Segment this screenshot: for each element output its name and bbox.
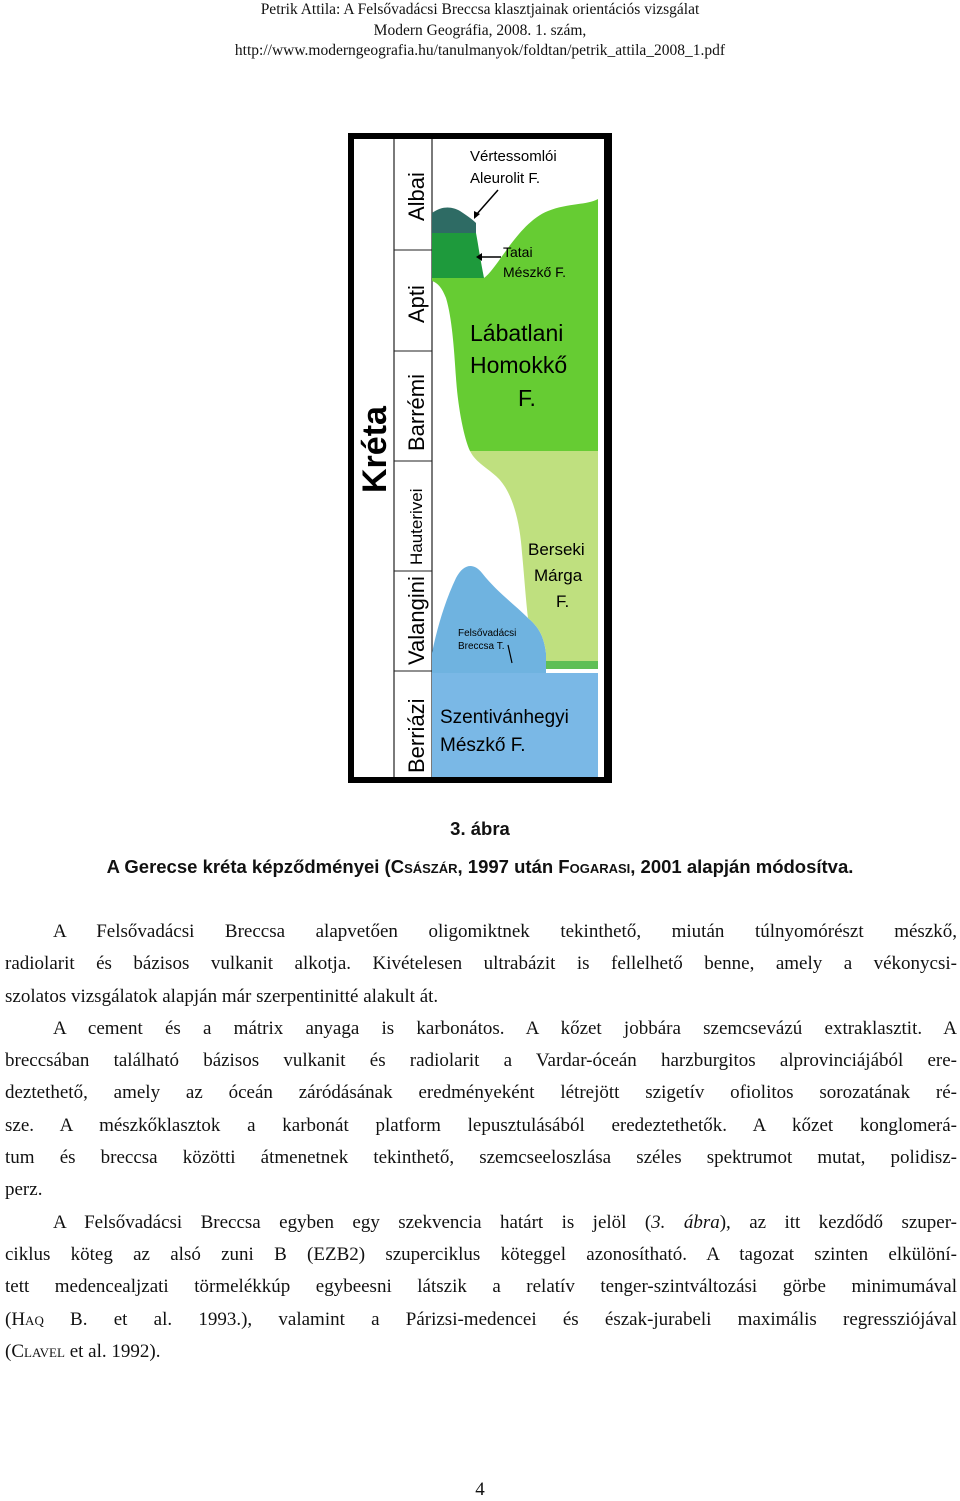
stage-label-barremi: Barrémi	[404, 373, 429, 451]
label-tatai-2: Mészkő F.	[503, 264, 567, 280]
p3-line-5-c: et al. 1992).	[64, 1340, 161, 1362]
p3-line-1	[5, 1207, 957, 1239]
label-tatai-1: Tatai	[503, 244, 533, 260]
p3-author-clavel: Clavel	[11, 1340, 65, 1362]
header-line-2: Modern Geográfia, 2008. 1. szám,	[373, 21, 587, 39]
caption-part-b: , 1997 után	[457, 856, 559, 877]
p2-line-3: deztethető, amely az óceán záródásának eredményeként létrejött szigetív ofiolitos sorozatának ré-	[5, 1082, 957, 1104]
page-header	[0, 0, 960, 62]
caption-author-1: Császár	[390, 856, 458, 877]
label-berseki-1: Berseki	[528, 540, 585, 559]
stage-label-apti: Apti	[404, 285, 429, 323]
label-vertessomloi-1: Vértessomlói	[470, 148, 557, 165]
p2-line-1: A cement és a mátrix anyaga is karbonátos. A kőzet jobbára szemcsevázú extraklasztit. A	[53, 1017, 957, 1039]
p3-line-4-c: B. et al. 1993.), valamint a Párizsi-medencei és észak-jurabeli maximális regressziójával	[43, 1308, 957, 1330]
label-vertessomloi-2: Aleurolit F.	[470, 170, 541, 187]
stage-label-hauterivei: Hauterivei	[407, 488, 426, 565]
p1-line-1: A Felsővadácsi Breccsa alapvetően oligomiktnek tekinthető, miután túlnyomórészt mészkő,	[53, 921, 957, 942]
label-szentivanhegyi-2: Mészkő F.	[440, 735, 526, 756]
paragraph-3	[5, 1207, 957, 1368]
caption-part-c: , 2001 alapján módosítva.	[630, 856, 854, 877]
paragraph-2	[5, 1013, 957, 1207]
label-berseki-3: F.	[556, 592, 570, 611]
body-text	[5, 916, 957, 1368]
label-felsovadacsi-2: Breccsa T.	[458, 641, 505, 652]
p3-line-1-a: A Felsővadácsi Breccsa egyben egy szekvencia határt is jelöl (	[53, 1211, 652, 1233]
p3-line-1-c: ), az itt kezdődő szuper-	[719, 1211, 957, 1233]
header-line-1: Petrik Attila: A Felsővadácsi Breccsa klasztjainak orientációs vizsgálat	[260, 1, 700, 18]
period-label-kreta: Kréta	[356, 406, 394, 493]
p3-line-2: ciklus köteg az alsó zuni B (EZB2) szuperciklus köteggel azonosítható. A tagozat szinten elkülöní-	[5, 1243, 957, 1265]
label-felsovadacsi-1: Felsővadácsi	[458, 628, 517, 639]
stratigraphic-column-figure	[348, 133, 612, 783]
label-labatlani-1: Lábatlani	[470, 320, 564, 346]
p2-line-5: tum és breccsa közötti átmenetnek tekinthető, szemcseeloszlása széles spektrumot mutat, polidisz-	[5, 1147, 957, 1169]
p3-figure-ref: 3. ábra	[651, 1211, 720, 1233]
p3-author-haq: Haq	[11, 1308, 44, 1330]
caption-author-2: Fogarasi	[558, 856, 631, 877]
stage-label-valangini: Valangini	[404, 576, 429, 665]
p2-line-2: breccsában található bázisos vulkanit és radiolarit a Vardar-óceán harzburgitos alprovinciájából ere-	[5, 1050, 957, 1072]
label-szentivanhegyi-1: Szentivánhegyi	[440, 707, 569, 728]
p3-line-5-a: (	[5, 1340, 12, 1362]
p3-line-4	[5, 1304, 957, 1336]
p3-line-4-a: (	[5, 1308, 12, 1330]
header-line-3-url: http://www.moderngeografia.hu/tanulmanyok/foldtan/petrik_attila_2008_1.pdf	[234, 42, 726, 59]
p3-line-3: tett medencealjzati törmelékkúp egybeesni látszik a relatív tenger-szintváltozási görbe minimumával	[5, 1276, 957, 1298]
label-labatlani-2: Homokkő	[470, 352, 568, 378]
paragraph-1	[5, 916, 957, 1013]
p1-line-2: radiolarit és bázisos vulkanit alkotja. Kivételesen ultrabázit is fellelhető benne, amely a vékonycsi-	[5, 953, 957, 975]
p2-line-6: perz.	[5, 1179, 43, 1201]
p1-line-3: szolatos vizsgálatok alapján már szerpentinitté alakult át.	[5, 985, 439, 1007]
page-number: 4	[475, 1479, 485, 1500]
label-labatlani-3: F.	[518, 385, 536, 411]
p3-line-5	[5, 1336, 957, 1368]
stage-label-albai: Albai	[404, 172, 429, 221]
figure-caption	[0, 856, 960, 878]
label-berseki-2: Márga	[534, 566, 583, 585]
stratigraphic-column-svg	[348, 133, 612, 783]
figure-caption-number: 3. ábra	[450, 818, 510, 839]
tatai-unit	[432, 233, 484, 278]
stage-label-berriazi: Berriázi	[404, 698, 429, 773]
p2-line-4: sze. A mészkőklasztok a karbonát platform lepusztulásából eredeztethetők. A kőzet konglomerá-	[5, 1114, 957, 1136]
caption-part-a: A Gerecse kréta képződményei (	[106, 856, 391, 877]
thin-green-layer	[546, 661, 598, 669]
